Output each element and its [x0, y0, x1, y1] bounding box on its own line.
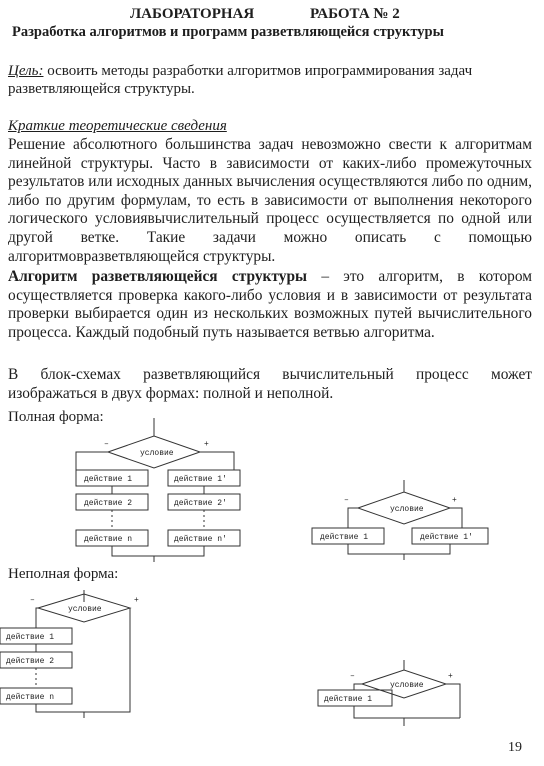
- partial-action-2-label: действие 2: [6, 657, 55, 666]
- paragraph-2-text: – это алгоритм, в котором осуществляется проверка какого-либо условия и в зависимости от результата проверки выбирается один из нескольких возможных путей вычислительного процесса. Каждый подобный путь называется ветвью алгоритма.: [8, 268, 532, 341]
- theory-heading: Краткие теоретические сведения: [8, 118, 227, 134]
- minus-label: –: [104, 440, 109, 449]
- title-part-2: РАБОТА № 2: [310, 6, 400, 22]
- action-2-label: действие 2: [84, 499, 133, 508]
- partial-action-1-label: действие 1: [6, 633, 55, 642]
- condition-label-4: условие: [390, 681, 424, 690]
- plus-label-4: +: [448, 672, 453, 681]
- full-form-label: Полная форма:: [8, 409, 104, 425]
- goal-text: освоить методы разработки алгоритмов ипрограммирования задач разветвляющейся структуры.: [8, 63, 473, 97]
- action-1p-label: действие 1': [174, 475, 227, 484]
- paragraph-1: Решение абсолютного большинства задач невозможно свести к алгоритмам линейной структуры. Часто в зависимости от каких-либо промежуточных результатов или исходных данных вычисления осуществляются либо по одним, либо по другим формулам, то есть в зависимости от выполнения некоторого логического условиявычислительный процесс осуществляется по одной или другой ветке. Такие задачи можно описать с помощью алгоритмовразветвляющейся структуры.: [8, 136, 532, 265]
- full-form-diagram-right: [312, 480, 488, 560]
- action-1-label-2: действие 1: [320, 533, 369, 542]
- minus-label-2: –: [344, 496, 349, 505]
- plus-label-3: +: [134, 596, 139, 605]
- action-1-label: действие 1: [84, 475, 133, 484]
- plus-label: +: [204, 440, 209, 449]
- condition-label-3: условие: [68, 605, 102, 614]
- paragraph-3: В блок-схемах разветвляющийся вычислительный процесс может изображаться в двух формах: полной и неполной.: [8, 366, 532, 402]
- goal-label: Цель:: [8, 63, 44, 79]
- page-number: 19: [508, 740, 522, 755]
- action-2p-label: действие 2': [174, 499, 227, 508]
- title-part-1: ЛАБОРАТОРНАЯ: [130, 6, 255, 22]
- paragraph-2-term: Алгоритм разветвляющейся структуры: [8, 268, 308, 285]
- partial-action-1-label-2: действие 1: [324, 695, 373, 704]
- action-np-label: действие n': [174, 535, 227, 544]
- plus-label-2: +: [452, 496, 457, 505]
- minus-label-3: –: [30, 596, 35, 605]
- condition-label-2: условие: [390, 505, 424, 514]
- partial-form-label: Неполная форма:: [8, 566, 119, 582]
- subtitle: Разработка алгоритмов и программ разветвляющейся структуры: [12, 24, 444, 40]
- action-1p-label-2: действие 1': [420, 533, 473, 542]
- action-n-label: действие n: [84, 535, 133, 544]
- minus-label-4: –: [350, 672, 355, 681]
- partial-form-diagram-right: [318, 660, 460, 726]
- condition-label: условие: [140, 449, 174, 458]
- partial-action-n-label: действие n: [6, 693, 55, 702]
